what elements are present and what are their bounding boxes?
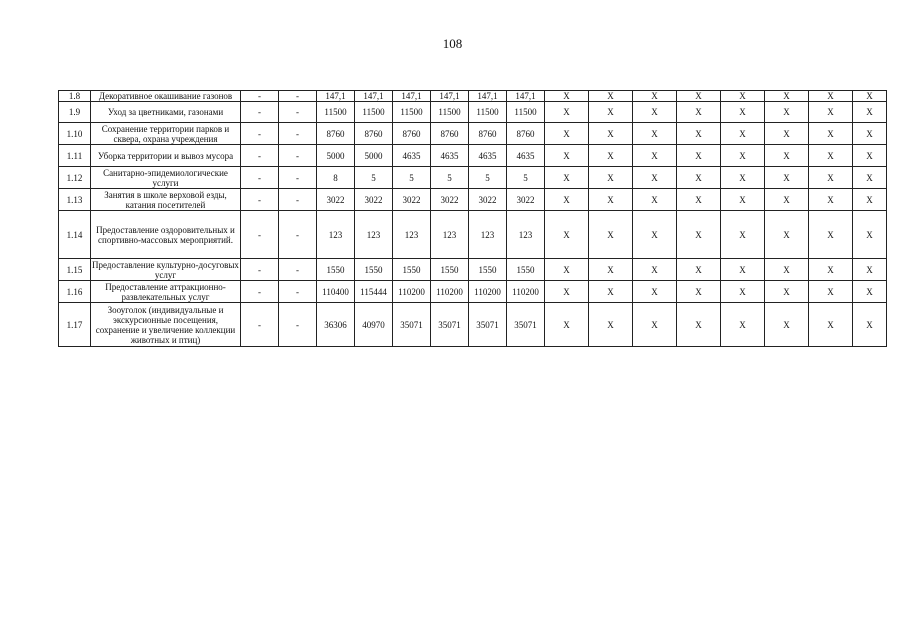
table-row: [59, 91, 887, 102]
table-row: [59, 145, 887, 167]
mark-cell: X: [545, 189, 589, 211]
mark-cell: X: [853, 123, 887, 145]
value-cell: 123: [431, 211, 469, 259]
value-cell: 123: [507, 211, 545, 259]
mark-cell: X: [633, 211, 677, 259]
value-cell: 123: [317, 211, 355, 259]
mark-cell: X: [545, 145, 589, 167]
mark-cell: X: [809, 102, 853, 123]
row-number-cell: 1.15: [59, 259, 91, 281]
value-cell: 1550: [507, 259, 545, 281]
value-cell: 35071: [393, 303, 431, 347]
value-cell: 3022: [355, 189, 393, 211]
dash-cell: -: [241, 189, 279, 211]
mark-cell: X: [809, 211, 853, 259]
value-cell: 4635: [431, 145, 469, 167]
row-number-cell: 1.14: [59, 211, 91, 259]
value-cell: 8760: [355, 123, 393, 145]
mark-cell: X: [633, 189, 677, 211]
mark-cell: X: [589, 281, 633, 303]
row-number-cell: 1.13: [59, 189, 91, 211]
value-cell: 147,1: [469, 91, 507, 102]
mark-cell: X: [809, 91, 853, 102]
mark-cell: X: [721, 211, 765, 259]
mark-cell: X: [589, 123, 633, 145]
value-cell: 4635: [469, 145, 507, 167]
service-name-cell: Санитарно-эпидемиологические услуги: [91, 167, 241, 189]
value-cell: 8760: [507, 123, 545, 145]
mark-cell: X: [853, 211, 887, 259]
value-cell: 110200: [393, 281, 431, 303]
value-cell: 110200: [507, 281, 545, 303]
dash-cell: -: [279, 259, 317, 281]
row-number-cell: 1.8: [59, 91, 91, 102]
dash-cell: -: [241, 281, 279, 303]
table-row: [59, 189, 887, 211]
service-name-cell: Сохранение территории парков и сквера, охрана учреждения: [91, 123, 241, 145]
services-table: [58, 90, 887, 347]
dash-cell: -: [241, 102, 279, 123]
dash-cell: -: [241, 259, 279, 281]
value-cell: 1550: [469, 259, 507, 281]
mark-cell: X: [765, 303, 809, 347]
row-number-cell: 1.16: [59, 281, 91, 303]
value-cell: 8: [317, 167, 355, 189]
mark-cell: X: [721, 189, 765, 211]
mark-cell: X: [809, 167, 853, 189]
value-cell: 110400: [317, 281, 355, 303]
value-cell: 147,1: [431, 91, 469, 102]
value-cell: 8760: [431, 123, 469, 145]
value-cell: 3022: [317, 189, 355, 211]
mark-cell: X: [853, 167, 887, 189]
value-cell: 147,1: [507, 91, 545, 102]
service-name-cell: Предоставление аттракционно-развлекательных услуг: [91, 281, 241, 303]
dash-cell: -: [279, 91, 317, 102]
mark-cell: X: [853, 145, 887, 167]
dash-cell: -: [241, 211, 279, 259]
mark-cell: X: [589, 167, 633, 189]
dash-cell: -: [241, 303, 279, 347]
value-cell: 5: [355, 167, 393, 189]
dash-cell: -: [279, 167, 317, 189]
value-cell: 3022: [393, 189, 431, 211]
mark-cell: X: [677, 91, 721, 102]
service-name-cell: Уборка территории и вывоз мусора: [91, 145, 241, 167]
mark-cell: X: [633, 259, 677, 281]
mark-cell: X: [545, 102, 589, 123]
mark-cell: X: [589, 102, 633, 123]
value-cell: 8760: [393, 123, 431, 145]
mark-cell: X: [545, 281, 589, 303]
dash-cell: -: [279, 189, 317, 211]
mark-cell: X: [677, 167, 721, 189]
value-cell: 35071: [507, 303, 545, 347]
mark-cell: X: [545, 303, 589, 347]
value-cell: 11500: [469, 102, 507, 123]
service-name-cell: Декоративное окашивание газонов: [91, 91, 241, 102]
mark-cell: X: [633, 91, 677, 102]
dash-cell: -: [241, 91, 279, 102]
mark-cell: X: [589, 211, 633, 259]
mark-cell: X: [853, 91, 887, 102]
mark-cell: X: [589, 189, 633, 211]
dash-cell: -: [279, 303, 317, 347]
value-cell: 11500: [317, 102, 355, 123]
mark-cell: X: [765, 145, 809, 167]
value-cell: 3022: [507, 189, 545, 211]
table-row: [59, 303, 887, 347]
mark-cell: X: [721, 91, 765, 102]
mark-cell: X: [809, 281, 853, 303]
value-cell: 5000: [355, 145, 393, 167]
mark-cell: X: [721, 259, 765, 281]
table-row: [59, 259, 887, 281]
value-cell: 147,1: [393, 91, 431, 102]
mark-cell: X: [589, 145, 633, 167]
value-cell: 5: [431, 167, 469, 189]
mark-cell: X: [677, 281, 721, 303]
mark-cell: X: [721, 102, 765, 123]
value-cell: 123: [469, 211, 507, 259]
value-cell: 115444: [355, 281, 393, 303]
service-name-cell: Уход за цветниками, газонами: [91, 102, 241, 123]
mark-cell: X: [721, 123, 765, 145]
mark-cell: X: [721, 145, 765, 167]
mark-cell: X: [677, 102, 721, 123]
dash-cell: -: [241, 123, 279, 145]
value-cell: 110200: [469, 281, 507, 303]
page-number: 108: [442, 36, 463, 51]
mark-cell: X: [809, 123, 853, 145]
dash-cell: -: [279, 211, 317, 259]
row-number-cell: 1.10: [59, 123, 91, 145]
value-cell: 8760: [317, 123, 355, 145]
table-row: [59, 102, 887, 123]
mark-cell: X: [545, 123, 589, 145]
value-cell: 4635: [507, 145, 545, 167]
dash-cell: -: [279, 145, 317, 167]
row-number-cell: 1.12: [59, 167, 91, 189]
value-cell: 35071: [431, 303, 469, 347]
mark-cell: X: [765, 102, 809, 123]
mark-cell: X: [765, 167, 809, 189]
mark-cell: X: [809, 145, 853, 167]
table-row: [59, 167, 887, 189]
mark-cell: X: [677, 189, 721, 211]
table-row: [59, 281, 887, 303]
mark-cell: X: [633, 281, 677, 303]
value-cell: 3022: [431, 189, 469, 211]
mark-cell: X: [589, 303, 633, 347]
mark-cell: X: [721, 167, 765, 189]
value-cell: 11500: [507, 102, 545, 123]
value-cell: 110200: [431, 281, 469, 303]
value-cell: 1550: [355, 259, 393, 281]
mark-cell: X: [589, 91, 633, 102]
value-cell: 5: [507, 167, 545, 189]
mark-cell: X: [853, 189, 887, 211]
value-cell: 123: [393, 211, 431, 259]
value-cell: 4635: [393, 145, 431, 167]
value-cell: 8760: [469, 123, 507, 145]
value-cell: 11500: [355, 102, 393, 123]
mark-cell: X: [677, 303, 721, 347]
mark-cell: X: [633, 167, 677, 189]
mark-cell: X: [765, 281, 809, 303]
value-cell: 40970: [355, 303, 393, 347]
value-cell: 3022: [469, 189, 507, 211]
mark-cell: X: [853, 303, 887, 347]
mark-cell: X: [853, 259, 887, 281]
value-cell: 36306: [317, 303, 355, 347]
service-name-cell: Предоставление культурно-досуговых услуг: [92, 259, 239, 280]
mark-cell: X: [545, 167, 589, 189]
mark-cell: X: [809, 303, 853, 347]
mark-cell: X: [633, 123, 677, 145]
mark-cell: X: [589, 259, 633, 281]
mark-cell: X: [545, 259, 589, 281]
mark-cell: X: [677, 259, 721, 281]
mark-cell: X: [633, 303, 677, 347]
mark-cell: X: [721, 281, 765, 303]
mark-cell: X: [765, 259, 809, 281]
value-cell: 1550: [393, 259, 431, 281]
dash-cell: -: [279, 281, 317, 303]
service-name-cell: Занятия в школе верховой езды, катания посетителей: [91, 189, 241, 211]
table-row: [59, 211, 887, 259]
dash-cell: -: [279, 123, 317, 145]
mark-cell: X: [765, 123, 809, 145]
mark-cell: X: [721, 303, 765, 347]
mark-cell: X: [633, 145, 677, 167]
mark-cell: X: [633, 102, 677, 123]
value-cell: 5: [469, 167, 507, 189]
row-number-cell: 1.17: [59, 303, 91, 347]
row-number-cell: 1.11: [59, 145, 91, 167]
mark-cell: X: [765, 211, 809, 259]
dash-cell: -: [279, 102, 317, 123]
mark-cell: X: [545, 211, 589, 259]
mark-cell: X: [765, 91, 809, 102]
value-cell: 147,1: [317, 91, 355, 102]
service-name-cell: Предоставление оздоровительных и спортивно-массовых мероприятий.: [91, 211, 241, 259]
value-cell: 11500: [393, 102, 431, 123]
mark-cell: X: [809, 189, 853, 211]
mark-cell: X: [853, 102, 887, 123]
table-row: [59, 123, 887, 145]
mark-cell: X: [545, 91, 589, 102]
mark-cell: X: [765, 189, 809, 211]
dash-cell: -: [241, 145, 279, 167]
mark-cell: X: [853, 281, 887, 303]
mark-cell: X: [677, 145, 721, 167]
value-cell: 147,1: [355, 91, 393, 102]
value-cell: 11500: [431, 102, 469, 123]
value-cell: 123: [355, 211, 393, 259]
value-cell: 1550: [317, 259, 355, 281]
mark-cell: X: [677, 123, 721, 145]
value-cell: 5000: [317, 145, 355, 167]
value-cell: 5: [393, 167, 431, 189]
mark-cell: X: [677, 211, 721, 259]
service-name-cell: Зооуголок (индивидуальные и экскурсионные посещения, сохранение и увеличение коллекции животных и птиц): [91, 303, 241, 347]
value-cell: 35071: [469, 303, 507, 347]
row-number-cell: 1.9: [59, 102, 91, 123]
value-cell: 1550: [431, 259, 469, 281]
dash-cell: -: [241, 167, 279, 189]
mark-cell: X: [809, 259, 853, 281]
